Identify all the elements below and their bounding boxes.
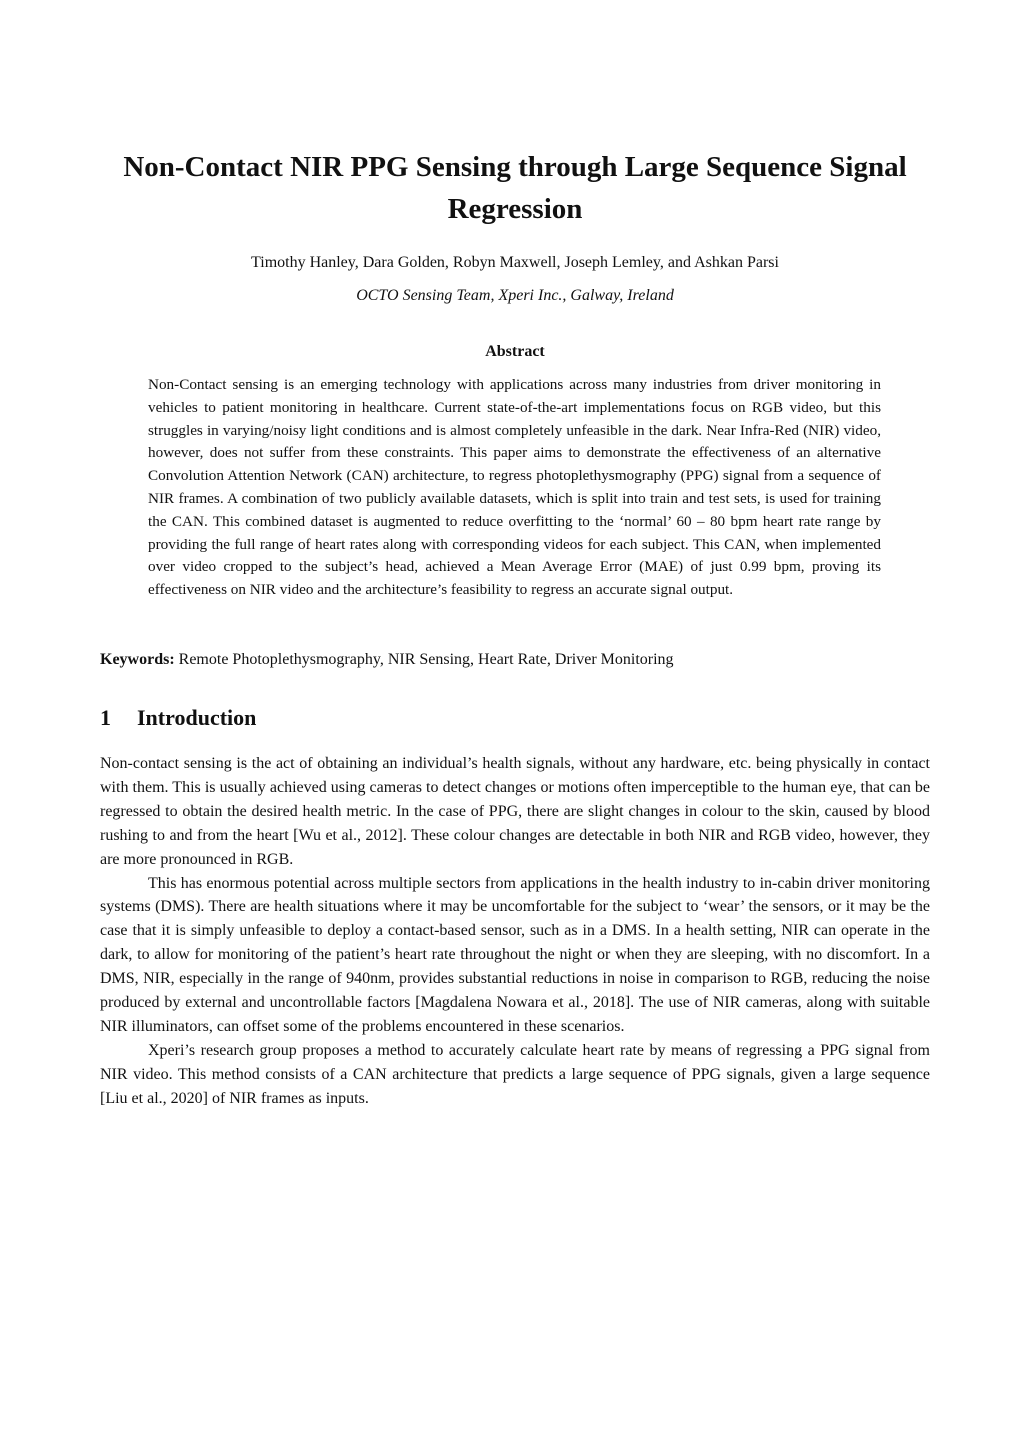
affiliation: OCTO Sensing Team, Xperi Inc., Galway, Ireland: [356, 287, 674, 304]
introduction-body: [100, 752, 930, 1111]
keywords-label: Keywords:: [100, 651, 175, 668]
intro-paragraph: Non-contact sensing is the act of obtaining an individual’s health signals, without any hardware, etc. being physically in contact with them. This is usually achieved using cameras to detect changes or motions often imperceptible to the human eye, that can be regressed to obtain the desired health metric. In the case of PPG, there are slight changes in colour to the skin, caused by blood rushing to and from the heart [Wu et al., 2012]. These colour changes are detectable in both NIR and RGB video, however, they are more pronounced in RGB.: [100, 755, 930, 868]
author-list: Timothy Hanley, Dara Golden, Robyn Maxwell, Joseph Lemley, and Ashkan Parsi: [251, 254, 779, 271]
abstract-text: Non-Contact sensing is an emerging technology with applications across many industries from driver monitoring in vehicles to patient monitoring in healthcare. Current state-of-the-art implementations focus on RGB video, but this struggles in varying/noisy light conditions and is almost completely unfeasible in the dark. Near Infra-Red (NIR) video, however, does not suffer from these constraints. This paper aims to demonstrate the effectiveness of an alternative Convolution Attention Network (CAN) architecture, to regress photoplethysmography (PPG) signal from a sequence of NIR frames. A combination of two publicly available datasets, which is split into train and test sets, is used for training the CAN. This combined dataset is augmented to reduce overfitting to the ‘normal’ 60 – 80 bpm heart rate range by providing the full range of heart rates along with corresponding videos for each subject. This CAN, when implemented over video cropped to the subject’s head, achieved a Mean Average Error (MAE) of just 0.99 bpm, proving its effectiveness on NIR video and the architecture’s feasibility to regress an accurate signal output.: [148, 376, 881, 599]
intro-paragraph: This has enormous potential across multiple sectors from applications in the health industry to in-cabin driver monitoring systems (DMS). There are health situations where it may be uncomfortable for the subject to ‘wear’ the sensors, or it may be the case that it is simply unfeasible to deploy a contact-based sensor, such as in a DMS. In a health setting, NIR can operate in the dark, to allow for monitoring of the patient’s heart rate throughout the night or when they are sleeping, with no discomfort. In a DMS, NIR, especially in the range of 940nm, provides substantial reductions in noise in comparison to RGB, reducing the noise produced by external and uncontrollable factors [Magdalena Nowara et al., 2018]. The use of NIR cameras, along with suitable NIR illuminators, can offset some of the problems encountered in these scenarios.: [100, 874, 930, 1035]
section-heading-introduction: [100, 704, 930, 732]
section-title: Introduction: [137, 705, 257, 730]
paper-title: Non-Contact NIR PPG Sensing through Large Sequence Signal Regression: [123, 151, 907, 225]
keywords-text: Remote Photoplethysmography, NIR Sensing, Heart Rate, Driver Monitoring: [178, 651, 674, 668]
keywords-line: [100, 649, 930, 671]
abstract-heading: Abstract: [485, 343, 545, 360]
intro-paragraph: Xperi’s research group proposes a method to accurately calculate heart rate by means of regressing a PPG signal from NIR video. This method consists of a CAN architecture that predicts a large sequence of PPG signals, given a large sequence [Liu et al., 2020] of NIR frames as inputs.: [100, 1041, 930, 1107]
section-number: 1: [100, 705, 111, 730]
